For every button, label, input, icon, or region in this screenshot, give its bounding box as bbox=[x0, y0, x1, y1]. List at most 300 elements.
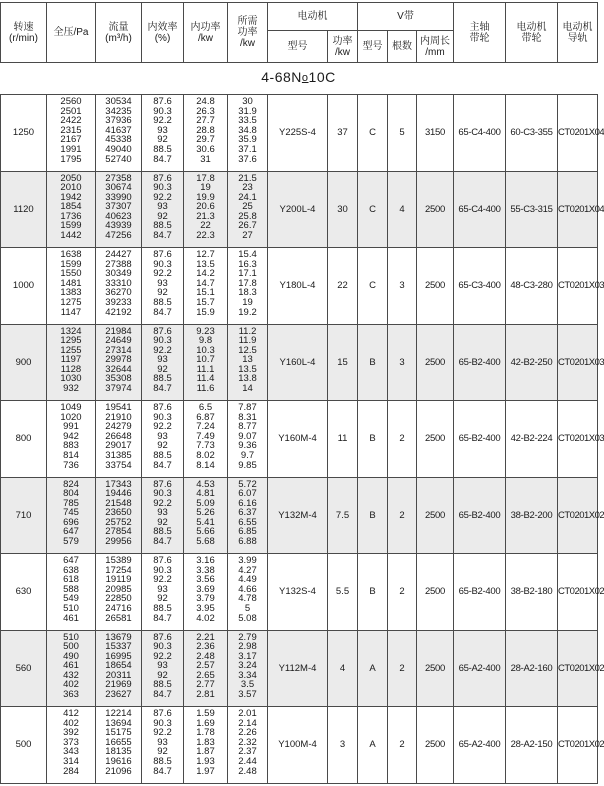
value: 7.24 bbox=[196, 421, 215, 433]
value: 1942 bbox=[60, 191, 82, 203]
value: 92 bbox=[157, 669, 168, 681]
inner-power-cell bbox=[184, 248, 228, 325]
value: 2.36 bbox=[196, 641, 215, 653]
value: 29017 bbox=[105, 440, 132, 452]
vbelt-model-cell: B bbox=[358, 401, 388, 478]
inner-power-cell bbox=[184, 477, 228, 554]
value: 90.3 bbox=[153, 564, 172, 576]
value: 92 bbox=[157, 593, 168, 605]
value: 21910 bbox=[105, 411, 132, 423]
value: 9.36 bbox=[238, 440, 257, 452]
motor-pulley-cell: 28-A2-150 bbox=[506, 707, 558, 784]
motor-model-cell: Y112M-4 bbox=[268, 630, 328, 707]
inner-power-cell bbox=[184, 554, 228, 631]
motor-pulley-cell: 38-B2-200 bbox=[506, 477, 558, 554]
value: 8.14 bbox=[196, 459, 215, 471]
spindle-pulley-cell: 65-C4-400 bbox=[454, 95, 506, 172]
pressure-cell bbox=[47, 401, 96, 478]
value: 30.6 bbox=[196, 143, 215, 155]
value: 11.6 bbox=[196, 383, 215, 395]
value: 17.1 bbox=[238, 268, 257, 280]
vbelt-model-cell: C bbox=[358, 95, 388, 172]
value: 88.5 bbox=[153, 373, 172, 385]
value: 2.21 bbox=[196, 631, 215, 643]
value: 90.3 bbox=[153, 335, 172, 347]
required-power-cell bbox=[228, 171, 268, 248]
value: 92 bbox=[157, 440, 168, 452]
value: 1795 bbox=[60, 153, 82, 165]
value: 15.7 bbox=[196, 296, 215, 308]
value: 42192 bbox=[105, 306, 132, 318]
value: 24716 bbox=[105, 602, 132, 614]
motor-rail-cell: CT0201X02 bbox=[558, 707, 598, 784]
efficiency-cell bbox=[142, 171, 184, 248]
vbelt-length-cell: 2500 bbox=[417, 324, 454, 401]
value: 92.2 bbox=[153, 115, 172, 127]
value: 49040 bbox=[105, 143, 132, 155]
header-vbelt-count: 根数 bbox=[388, 31, 417, 63]
header-vbelt-model: 型号 bbox=[358, 31, 388, 63]
value: 2.44 bbox=[238, 755, 257, 767]
value: 24427 bbox=[105, 249, 132, 260]
value: 392 bbox=[63, 727, 79, 739]
value: 363 bbox=[63, 689, 79, 701]
value: 8.31 bbox=[238, 411, 257, 423]
vbelt-model-cell: C bbox=[358, 171, 388, 248]
value: 12.5 bbox=[238, 344, 257, 356]
value: 21.3 bbox=[196, 210, 215, 222]
value: 92.2 bbox=[153, 268, 172, 280]
table-row bbox=[1, 477, 598, 554]
motor-power-cell: 3 bbox=[328, 707, 358, 784]
spec-table-body bbox=[0, 94, 604, 784]
value: 34235 bbox=[105, 105, 132, 117]
value: 84.7 bbox=[153, 306, 172, 318]
value: 1854 bbox=[60, 201, 82, 213]
speed-cell: 500 bbox=[1, 707, 47, 784]
value: 17.8 bbox=[238, 277, 257, 289]
value: 1049 bbox=[60, 402, 82, 413]
value: 1736 bbox=[60, 210, 82, 222]
value: 3.79 bbox=[196, 593, 215, 605]
pressure-cell bbox=[47, 171, 96, 248]
value: 30534 bbox=[105, 96, 132, 107]
value: 6.87 bbox=[196, 411, 215, 423]
value: 402 bbox=[63, 679, 79, 691]
value: 93 bbox=[157, 124, 168, 136]
value: 11.4 bbox=[196, 373, 215, 385]
value: 92.2 bbox=[153, 650, 172, 662]
value: 92 bbox=[157, 134, 168, 146]
value: 13.5 bbox=[196, 258, 215, 270]
value: 549 bbox=[63, 593, 79, 605]
value: 1324 bbox=[60, 325, 82, 337]
value: 4.27 bbox=[238, 564, 257, 576]
value: 4.66 bbox=[238, 583, 257, 595]
value: 28.8 bbox=[196, 124, 215, 136]
inner-power-cell bbox=[184, 401, 228, 478]
motor-power-cell: 4 bbox=[328, 630, 358, 707]
value: 588 bbox=[63, 583, 79, 595]
value: 1197 bbox=[60, 354, 82, 366]
value: 92 bbox=[157, 516, 168, 528]
value: 9.7 bbox=[240, 449, 255, 461]
value: 87.6 bbox=[153, 555, 172, 566]
table-row bbox=[1, 324, 598, 401]
value: 36270 bbox=[105, 287, 132, 299]
value: 2.48 bbox=[238, 765, 257, 777]
value: 510 bbox=[63, 602, 79, 614]
value: 2.37 bbox=[238, 746, 257, 758]
value: 20.6 bbox=[196, 201, 215, 213]
motor-model-cell: Y132S-4 bbox=[268, 554, 328, 631]
value: 21.5 bbox=[238, 172, 257, 184]
value: 31385 bbox=[105, 449, 132, 461]
value: 84.7 bbox=[153, 612, 172, 624]
vbelt-length-cell: 2500 bbox=[417, 630, 454, 707]
header-motor-rail: 电动机 导轨 bbox=[558, 3, 598, 63]
value: 16655 bbox=[105, 736, 132, 748]
value: 3.34 bbox=[238, 669, 257, 681]
required-power-cell bbox=[228, 477, 268, 554]
flow-cell bbox=[96, 324, 142, 401]
motor-model-cell: Y180L-4 bbox=[268, 248, 328, 325]
value: 1383 bbox=[60, 287, 82, 299]
value: 87.6 bbox=[153, 631, 172, 643]
value: 84.7 bbox=[153, 153, 172, 165]
value: 37307 bbox=[105, 201, 132, 213]
value: 991 bbox=[63, 421, 79, 433]
table-row bbox=[1, 95, 598, 172]
value: 3.95 bbox=[196, 602, 215, 614]
flow-cell bbox=[96, 707, 142, 784]
value: 402 bbox=[63, 717, 79, 729]
value: 13 bbox=[242, 354, 253, 366]
vbelt-count-cell: 4 bbox=[388, 171, 417, 248]
value: 84.7 bbox=[153, 689, 172, 701]
value: 2.26 bbox=[238, 727, 257, 739]
value: 92 bbox=[157, 287, 168, 299]
motor-pulley-cell: 48-C3-280 bbox=[506, 248, 558, 325]
inner-power-cell bbox=[184, 171, 228, 248]
value: 6.88 bbox=[238, 536, 257, 548]
value: 90.3 bbox=[153, 258, 172, 270]
spindle-pulley-cell: 65-B2-400 bbox=[454, 477, 506, 554]
vbelt-model-cell: B bbox=[358, 554, 388, 631]
value: 6.07 bbox=[238, 488, 257, 500]
speed-cell: 1250 bbox=[1, 95, 47, 172]
value: 93 bbox=[157, 583, 168, 595]
vbelt-count-cell: 2 bbox=[388, 630, 417, 707]
value: 90.3 bbox=[153, 105, 172, 117]
value: 87.6 bbox=[153, 402, 172, 413]
value: 21548 bbox=[105, 497, 132, 509]
value: 45338 bbox=[105, 134, 132, 146]
value: 19119 bbox=[105, 574, 132, 586]
value: 9.23 bbox=[196, 325, 215, 337]
value: 92.2 bbox=[153, 421, 172, 433]
value: 16995 bbox=[105, 650, 132, 662]
value: 20311 bbox=[105, 669, 132, 681]
value: 90.3 bbox=[153, 411, 172, 423]
value: 18.3 bbox=[238, 287, 257, 299]
pressure-cell bbox=[47, 477, 96, 554]
value: 27388 bbox=[105, 258, 132, 270]
header-motor-power: 功率 /kw bbox=[328, 31, 358, 63]
value: 373 bbox=[63, 736, 79, 748]
motor-rail-cell: CT0201X04 bbox=[558, 171, 598, 248]
motor-pulley-cell: 38-B2-180 bbox=[506, 554, 558, 631]
header-motor-group: 电动机 bbox=[268, 3, 358, 31]
inner-power-cell bbox=[184, 95, 228, 172]
value: 6.16 bbox=[238, 497, 257, 509]
vbelt-model-cell: A bbox=[358, 630, 388, 707]
value: 1550 bbox=[60, 268, 82, 280]
value: 490 bbox=[63, 650, 79, 662]
value: 7.73 bbox=[196, 440, 215, 452]
vbelt-model-cell: C bbox=[358, 248, 388, 325]
value: 4.49 bbox=[238, 574, 257, 586]
flow-cell bbox=[96, 554, 142, 631]
value: 9.07 bbox=[238, 430, 257, 442]
value: 2.81 bbox=[196, 689, 215, 701]
value: 14.7 bbox=[196, 277, 215, 289]
value: 2.48 bbox=[196, 650, 215, 662]
value: 27.7 bbox=[196, 115, 215, 127]
motor-pulley-cell: 60-C3-355 bbox=[506, 95, 558, 172]
value: 30349 bbox=[105, 268, 132, 280]
header-flow: 流量 (m³/h) bbox=[96, 3, 142, 63]
value: 27 bbox=[242, 230, 253, 242]
value: 1255 bbox=[60, 344, 82, 356]
value: 15.4 bbox=[238, 249, 257, 260]
value: 26.3 bbox=[196, 105, 215, 117]
value: 23627 bbox=[105, 689, 132, 701]
required-power-cell bbox=[228, 707, 268, 784]
value: 25 bbox=[242, 201, 253, 213]
spindle-pulley-cell: 65-B2-400 bbox=[454, 554, 506, 631]
value: 461 bbox=[63, 660, 79, 672]
value: 92.2 bbox=[153, 344, 172, 356]
pressure-cell bbox=[47, 248, 96, 325]
value: 26.7 bbox=[238, 220, 257, 232]
value: 1275 bbox=[60, 296, 82, 308]
value: 942 bbox=[63, 430, 79, 442]
value: 1481 bbox=[60, 277, 82, 289]
value: 2.57 bbox=[196, 660, 215, 672]
vbelt-model-cell: B bbox=[358, 324, 388, 401]
value: 932 bbox=[63, 383, 79, 395]
value: 25752 bbox=[105, 516, 132, 528]
motor-model-cell: Y225S-4 bbox=[268, 95, 328, 172]
value: 1.69 bbox=[196, 717, 215, 729]
value: 21984 bbox=[105, 325, 132, 337]
value: 88.5 bbox=[153, 220, 172, 232]
value: 88.5 bbox=[153, 755, 172, 767]
value: 93 bbox=[157, 354, 168, 366]
header-motor-pulley: 电动机 带轮 bbox=[506, 3, 558, 63]
value: 19 bbox=[200, 182, 211, 194]
value: 5 bbox=[244, 602, 251, 614]
speed-cell: 710 bbox=[1, 477, 47, 554]
value: 17254 bbox=[105, 564, 132, 576]
value: 3.24 bbox=[238, 660, 257, 672]
motor-power-cell: 37 bbox=[328, 95, 358, 172]
value: 804 bbox=[63, 488, 79, 500]
value: 31.9 bbox=[238, 105, 257, 117]
value: 21969 bbox=[105, 679, 132, 691]
value: 745 bbox=[63, 507, 79, 519]
value: 90.3 bbox=[153, 717, 172, 729]
value: 22 bbox=[200, 220, 211, 232]
header-inner-power: 内功率 /kw bbox=[184, 3, 228, 63]
value: 19446 bbox=[105, 488, 132, 500]
value: 13694 bbox=[105, 717, 132, 729]
value: 1.93 bbox=[196, 755, 215, 767]
speed-cell: 630 bbox=[1, 554, 47, 631]
value: 88.5 bbox=[153, 296, 172, 308]
value: 4.81 bbox=[196, 488, 215, 500]
value: 5.08 bbox=[238, 612, 257, 624]
required-power-cell bbox=[228, 95, 268, 172]
value: 92 bbox=[157, 210, 168, 222]
value: 23650 bbox=[105, 507, 132, 519]
required-power-cell bbox=[228, 248, 268, 325]
value: 1.78 bbox=[196, 727, 215, 739]
value: 15337 bbox=[105, 641, 132, 653]
value: 30674 bbox=[105, 182, 132, 194]
value: 37.6 bbox=[238, 153, 257, 165]
header-vbelt-length: 内周长 /mm bbox=[417, 31, 454, 63]
value: 84.7 bbox=[153, 230, 172, 242]
value: 1.83 bbox=[196, 736, 215, 748]
motor-rail-cell: CT0201X02 bbox=[558, 554, 598, 631]
value: 2167 bbox=[60, 134, 82, 146]
efficiency-cell bbox=[142, 401, 184, 478]
value: 87.6 bbox=[153, 172, 172, 184]
required-power-cell bbox=[228, 630, 268, 707]
value: 2.77 bbox=[196, 679, 215, 691]
value: 26648 bbox=[105, 430, 132, 442]
vbelt-length-cell: 2500 bbox=[417, 554, 454, 631]
value: 27854 bbox=[105, 526, 132, 538]
value: 52740 bbox=[105, 153, 132, 165]
value: 814 bbox=[63, 449, 79, 461]
value: 19541 bbox=[105, 402, 132, 413]
motor-rail-cell: CT0201X02 bbox=[558, 630, 598, 707]
value: 4.02 bbox=[196, 612, 215, 624]
motor-rail-cell: CT0201X03 bbox=[558, 248, 598, 325]
speed-cell: 800 bbox=[1, 401, 47, 478]
value: 15.1 bbox=[196, 287, 215, 299]
inner-power-cell bbox=[184, 630, 228, 707]
efficiency-cell bbox=[142, 95, 184, 172]
value: 87.6 bbox=[153, 249, 172, 260]
spindle-pulley-cell: 65-B2-400 bbox=[454, 401, 506, 478]
motor-pulley-cell: 55-C3-315 bbox=[506, 171, 558, 248]
value: 20985 bbox=[105, 583, 132, 595]
value: 2501 bbox=[60, 105, 82, 117]
flow-cell bbox=[96, 630, 142, 707]
speed-cell: 1000 bbox=[1, 248, 47, 325]
motor-power-cell: 22 bbox=[328, 248, 358, 325]
value: 2422 bbox=[60, 115, 82, 127]
value: 7.87 bbox=[238, 402, 257, 413]
value: 5.41 bbox=[196, 516, 215, 528]
value: 87.6 bbox=[153, 708, 172, 719]
required-power-cell bbox=[228, 401, 268, 478]
vbelt-count-cell: 2 bbox=[388, 707, 417, 784]
value: 14.2 bbox=[196, 268, 215, 280]
header-pressure: 全压/Pa bbox=[47, 3, 96, 63]
motor-rail-cell: CT0201X03 bbox=[558, 324, 598, 401]
motor-model-cell: Y200L-4 bbox=[268, 171, 328, 248]
value: 2560 bbox=[60, 96, 82, 107]
value: 1638 bbox=[60, 249, 82, 260]
value: 1.59 bbox=[196, 708, 215, 719]
value: 9.85 bbox=[238, 459, 257, 471]
header-efficiency: 内效率 (%) bbox=[142, 3, 184, 63]
vbelt-length-cell: 2500 bbox=[417, 477, 454, 554]
value: 1.87 bbox=[196, 746, 215, 758]
value: 13679 bbox=[105, 631, 132, 643]
value: 26581 bbox=[105, 612, 132, 624]
model-title: 4-68No10C bbox=[261, 69, 336, 85]
motor-model-cell: Y100M-4 bbox=[268, 707, 328, 784]
value: 4.78 bbox=[238, 593, 257, 605]
value: 39233 bbox=[105, 296, 132, 308]
value: 5.72 bbox=[238, 478, 257, 490]
value: 1599 bbox=[60, 258, 82, 270]
value: 33990 bbox=[105, 191, 132, 203]
vbelt-count-cell: 2 bbox=[388, 477, 417, 554]
flow-cell bbox=[96, 248, 142, 325]
value: 15175 bbox=[105, 727, 132, 739]
value: 5.68 bbox=[196, 536, 215, 548]
value: 33.5 bbox=[238, 115, 257, 127]
value: 88.5 bbox=[153, 679, 172, 691]
motor-power-cell: 5.5 bbox=[328, 554, 358, 631]
value: 5.09 bbox=[196, 497, 215, 509]
value: 8.77 bbox=[238, 421, 257, 433]
value: 87.6 bbox=[153, 325, 172, 337]
value: 3.38 bbox=[196, 564, 215, 576]
motor-model-cell: Y160M-4 bbox=[268, 401, 328, 478]
value: 93 bbox=[157, 660, 168, 672]
value: 8.02 bbox=[196, 449, 215, 461]
value: 25.8 bbox=[238, 210, 257, 222]
value: 92 bbox=[157, 746, 168, 758]
value: 92.2 bbox=[153, 574, 172, 586]
value: 6.55 bbox=[238, 516, 257, 528]
spindle-pulley-cell: 65-B2-400 bbox=[454, 324, 506, 401]
motor-power-cell: 11 bbox=[328, 401, 358, 478]
value: 12214 bbox=[105, 708, 132, 719]
vbelt-count-cell: 2 bbox=[388, 401, 417, 478]
efficiency-cell bbox=[142, 248, 184, 325]
value: 92.2 bbox=[153, 191, 172, 203]
flow-cell bbox=[96, 477, 142, 554]
vbelt-count-cell: 3 bbox=[388, 324, 417, 401]
value: 34.8 bbox=[238, 124, 257, 136]
value: 785 bbox=[63, 497, 79, 509]
value: 284 bbox=[63, 765, 79, 777]
spec-table-header bbox=[0, 2, 598, 63]
pressure-cell bbox=[47, 554, 96, 631]
value: 10.3 bbox=[196, 344, 215, 356]
inner-power-cell bbox=[184, 707, 228, 784]
value: 92.2 bbox=[153, 727, 172, 739]
